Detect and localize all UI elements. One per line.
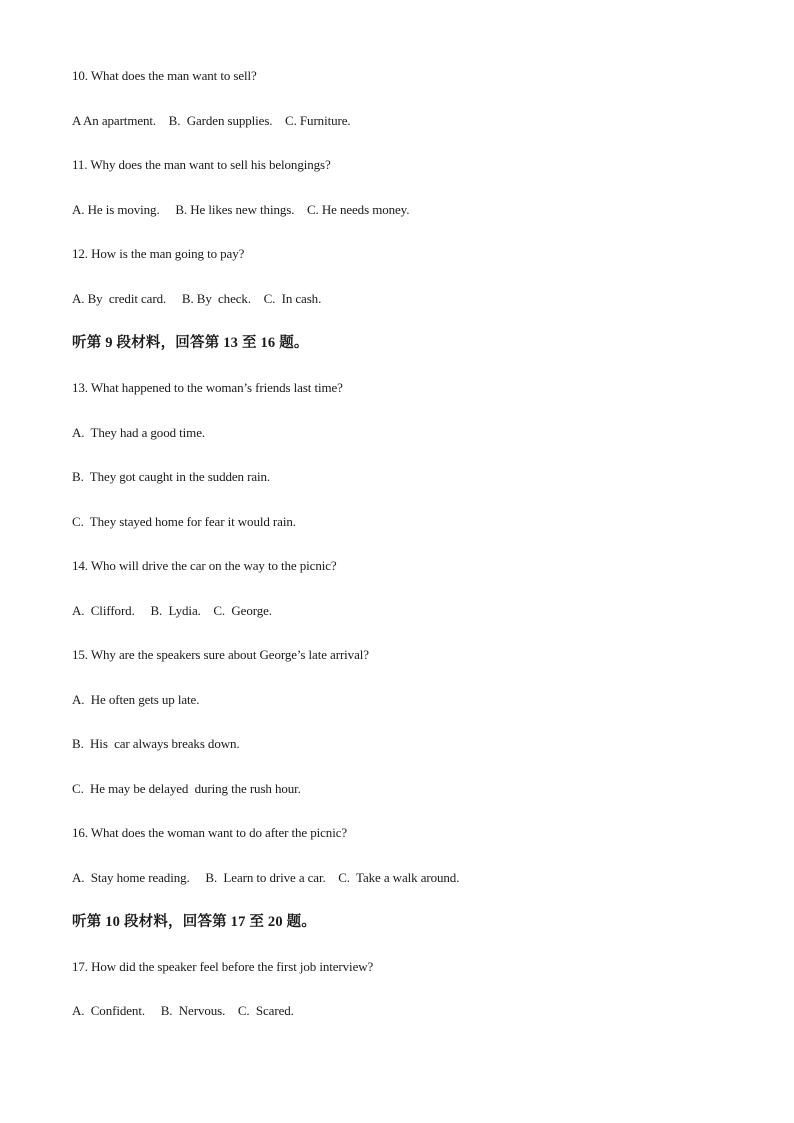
question-10: 10. What does the man want to sell? bbox=[72, 68, 257, 83]
question-16: 16. What does the woman want to do after the picnic? bbox=[72, 825, 348, 840]
question-14: 14. Who will drive the car on the way to the picnic? bbox=[72, 558, 337, 573]
option-13c: C. They stayed home for fear it would rain. bbox=[72, 514, 296, 529]
options-10: A An apartment. B. Garden supplies. C. Furniture. bbox=[72, 113, 351, 128]
option-15b: B. His car always breaks down. bbox=[72, 736, 240, 751]
question-17: 17. How did the speaker feel before the first job interview? bbox=[72, 959, 374, 974]
options-12: A. By credit card. B. By check. C. In cash. bbox=[72, 291, 322, 306]
option-13a: A. They had a good time. bbox=[72, 425, 206, 440]
section-heading-10: 听第 10 段材料，回答第 17 至 20 题。 bbox=[72, 914, 317, 930]
option-15c: C. He may be delayed during the rush hour. bbox=[72, 781, 301, 796]
question-15: 15. Why are the speakers sure about George’s late arrival? bbox=[72, 647, 369, 662]
options-17: A. Confident. B. Nervous. C. Scared. bbox=[72, 1003, 294, 1018]
question-12: 12. How is the man going to pay? bbox=[72, 246, 245, 261]
options-11: A. He is moving. B. He likes new things. C. He needs money. bbox=[72, 202, 410, 217]
options-16: A. Stay home reading. B. Learn to drive a car. C. Take a walk around. bbox=[72, 870, 460, 885]
option-13b: B. They got caught in the sudden rain. bbox=[72, 469, 271, 484]
question-11: 11. Why does the man want to sell his belongings? bbox=[72, 157, 331, 172]
option-15a: A. He often gets up late. bbox=[72, 692, 200, 707]
options-14: A. Clifford. B. Lydia. C. George. bbox=[72, 603, 272, 618]
question-13: 13. What happened to the woman’s friends last time? bbox=[72, 380, 343, 395]
section-heading-9: 听第 9 段材料，回答第 13 至 16 题。 bbox=[72, 335, 309, 351]
